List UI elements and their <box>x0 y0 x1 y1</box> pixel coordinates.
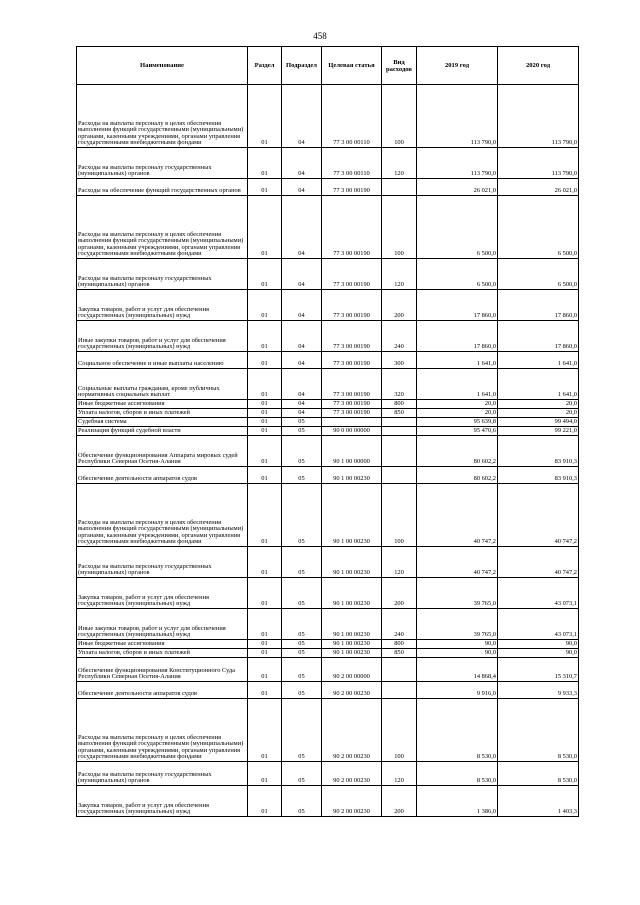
cell-razdel: 01 <box>248 609 282 640</box>
cell-podrazdel: 04 <box>282 148 322 179</box>
table-row <box>77 85 579 148</box>
cell-podrazdel: 05 <box>282 578 322 609</box>
table-row <box>77 699 579 762</box>
cell-name: Обеспечение функционирования Аппарата мировых судей Республики Северная Осетия-Алания <box>77 436 248 467</box>
cell-razdel: 01 <box>248 682 282 699</box>
table-row <box>77 762 579 786</box>
cell-vid: 850 <box>382 649 417 658</box>
cell-2019: 20,0 <box>417 400 498 409</box>
cell-razdel: 01 <box>248 321 282 352</box>
cell-podrazdel: 05 <box>282 427 322 436</box>
cell-2019: 1 641,0 <box>417 352 498 369</box>
cell-2020: 20,0 <box>498 400 579 409</box>
cell-2020: 40 747,2 <box>498 547 579 578</box>
cell-statya: 90 2 00 00230 <box>322 682 382 699</box>
budget-table <box>76 46 579 817</box>
cell-2020: 83 910,3 <box>498 436 579 467</box>
cell-podrazdel: 04 <box>282 321 322 352</box>
table-row <box>77 649 579 658</box>
cell-2019: 20,0 <box>417 409 498 418</box>
cell-2019: 8 530,0 <box>417 699 498 762</box>
cell-vid: 100 <box>382 699 417 762</box>
cell-statya: 90 1 00 00000 <box>322 436 382 467</box>
cell-name: Закупка товаров, работ и услуг для обеспечения государственных (муниципальных) нужд <box>77 786 248 817</box>
cell-2019: 113 790,0 <box>417 85 498 148</box>
cell-2019: 39 765,0 <box>417 578 498 609</box>
cell-2019: 26 021,0 <box>417 179 498 196</box>
cell-2020: 8 530,0 <box>498 699 579 762</box>
cell-statya: 77 3 00 00190 <box>322 259 382 290</box>
table-row <box>77 418 579 427</box>
cell-2020: 99 221,0 <box>498 427 579 436</box>
cell-vid: 200 <box>382 290 417 321</box>
cell-vid: 240 <box>382 609 417 640</box>
cell-razdel: 01 <box>248 418 282 427</box>
cell-name: Реализация функций судебной власти <box>77 427 248 436</box>
cell-vid <box>382 418 417 427</box>
cell-statya: 77 3 00 00190 <box>322 352 382 369</box>
cell-razdel: 01 <box>248 409 282 418</box>
cell-razdel: 01 <box>248 658 282 682</box>
cell-vid: 200 <box>382 578 417 609</box>
table-header-row <box>77 47 579 85</box>
cell-statya: 77 3 00 00190 <box>322 369 382 400</box>
cell-podrazdel: 05 <box>282 786 322 817</box>
cell-razdel: 01 <box>248 699 282 762</box>
table-row <box>77 578 579 609</box>
cell-razdel: 01 <box>248 467 282 484</box>
table-row <box>77 436 579 467</box>
cell-name: Иные закупки товаров, работ и услуг для обеспечения государственных (муниципальных) нужд <box>77 321 248 352</box>
cell-podrazdel: 05 <box>282 436 322 467</box>
cell-2020: 17 860,0 <box>498 321 579 352</box>
cell-podrazdel: 05 <box>282 649 322 658</box>
cell-2019: 80 602,2 <box>417 436 498 467</box>
cell-razdel: 01 <box>248 649 282 658</box>
cell-2019: 6 500,0 <box>417 259 498 290</box>
cell-name: Расходы на выплаты персоналу в целях обеспечения выполнения функций государственными (муниципальными) органами, казенными учреждениями, органами управления государственными внебюджетными фондами <box>77 484 248 547</box>
cell-podrazdel: 05 <box>282 467 322 484</box>
cell-name: Социальное обеспечение и иные выплаты населению <box>77 352 248 369</box>
cell-statya: 90 1 00 00230 <box>322 484 382 547</box>
cell-2019: 95 470,6 <box>417 427 498 436</box>
cell-name: Иные бюджетные ассигнования <box>77 400 248 409</box>
cell-2020: 40 747,2 <box>498 484 579 547</box>
cell-razdel: 01 <box>248 369 282 400</box>
cell-podrazdel: 05 <box>282 699 322 762</box>
cell-razdel: 01 <box>248 352 282 369</box>
cell-2020: 43 073,1 <box>498 609 579 640</box>
cell-razdel: 01 <box>248 179 282 196</box>
cell-statya: 90 1 00 00230 <box>322 467 382 484</box>
cell-razdel: 01 <box>248 484 282 547</box>
cell-2019: 90,0 <box>417 649 498 658</box>
cell-name: Расходы на выплаты персоналу государственных (муниципальных) органов <box>77 762 248 786</box>
cell-podrazdel: 04 <box>282 409 322 418</box>
cell-name: Расходы на выплаты персоналу государственных (муниципальных) органов <box>77 259 248 290</box>
cell-podrazdel: 05 <box>282 762 322 786</box>
cell-statya: 90 0 00 00000 <box>322 427 382 436</box>
cell-name: Расходы на выплаты персоналу в целях обеспечения выполнения функций государственными (муниципальными) органами, казенными учреждениями, органами управления государственными внебюджетными фондами <box>77 85 248 148</box>
table-row <box>77 427 579 436</box>
cell-statya: 90 1 00 00230 <box>322 609 382 640</box>
cell-podrazdel: 04 <box>282 196 322 259</box>
cell-2020: 15 310,7 <box>498 658 579 682</box>
cell-name: Уплата налогов, сборов и иных платежей <box>77 409 248 418</box>
table-row <box>77 484 579 547</box>
cell-vid: 100 <box>382 196 417 259</box>
cell-vid: 120 <box>382 148 417 179</box>
cell-2019: 40 747,2 <box>417 484 498 547</box>
cell-statya: 77 3 00 00110 <box>322 148 382 179</box>
cell-statya: 90 1 00 00230 <box>322 640 382 649</box>
cell-statya: 77 3 00 00190 <box>322 196 382 259</box>
cell-2020: 83 910,3 <box>498 467 579 484</box>
cell-statya: 77 3 00 00190 <box>322 290 382 321</box>
cell-2020: 1 641,0 <box>498 352 579 369</box>
cell-name: Расходы на обеспечение функций государственных органов <box>77 179 248 196</box>
cell-podrazdel: 05 <box>282 658 322 682</box>
cell-2019: 80 602,2 <box>417 467 498 484</box>
cell-podrazdel: 05 <box>282 609 322 640</box>
cell-statya <box>322 418 382 427</box>
table-row <box>77 640 579 649</box>
cell-razdel: 01 <box>248 578 282 609</box>
cell-name: Иные бюджетные ассигнования <box>77 640 248 649</box>
cell-razdel: 01 <box>248 436 282 467</box>
cell-vid: 240 <box>382 321 417 352</box>
cell-vid: 800 <box>382 640 417 649</box>
header-name: Наименование <box>77 47 248 85</box>
cell-razdel: 01 <box>248 290 282 321</box>
header-statya: Целевая статья <box>322 47 382 85</box>
cell-statya: 90 2 00 00000 <box>322 658 382 682</box>
cell-podrazdel: 04 <box>282 259 322 290</box>
cell-name: Расходы на выплаты персоналу государственных (муниципальных) органов <box>77 547 248 578</box>
cell-2020: 90,0 <box>498 640 579 649</box>
table-row <box>77 148 579 179</box>
cell-statya: 77 3 00 00190 <box>322 400 382 409</box>
cell-2020: 26 021,0 <box>498 179 579 196</box>
cell-podrazdel: 04 <box>282 179 322 196</box>
cell-razdel: 01 <box>248 547 282 578</box>
cell-name: Расходы на выплаты персоналу в целях обеспечения выполнения функций государственными (муниципальными) органами, казенными учреждениями, органами управления государственными внебюджетными фондами <box>77 699 248 762</box>
cell-name: Обеспечение деятельности аппаратов судов <box>77 682 248 699</box>
cell-vid: 320 <box>382 369 417 400</box>
cell-2019: 90,0 <box>417 640 498 649</box>
cell-2020: 113 790,0 <box>498 85 579 148</box>
cell-razdel: 01 <box>248 259 282 290</box>
cell-podrazdel: 05 <box>282 418 322 427</box>
cell-2020: 17 860,0 <box>498 290 579 321</box>
cell-2020: 8 530,0 <box>498 762 579 786</box>
cell-2019: 17 860,0 <box>417 321 498 352</box>
cell-statya: 90 2 00 00230 <box>322 699 382 762</box>
cell-name: Обеспечение деятельности аппаратов судов <box>77 467 248 484</box>
cell-name: Расходы на выплаты персоналу государственных (муниципальных) органов <box>77 148 248 179</box>
cell-2019: 39 765,0 <box>417 609 498 640</box>
cell-statya: 90 1 00 00230 <box>322 547 382 578</box>
cell-podrazdel: 05 <box>282 484 322 547</box>
cell-2019: 1 641,0 <box>417 369 498 400</box>
table-row <box>77 179 579 196</box>
cell-vid <box>382 427 417 436</box>
cell-statya: 90 2 00 00230 <box>322 762 382 786</box>
cell-podrazdel: 04 <box>282 352 322 369</box>
cell-vid: 850 <box>382 409 417 418</box>
cell-2019: 40 747,2 <box>417 547 498 578</box>
cell-name: Социальные выплаты гражданам, кроме публичных нормативных социальных выплат <box>77 369 248 400</box>
cell-podrazdel: 05 <box>282 682 322 699</box>
cell-razdel: 01 <box>248 786 282 817</box>
cell-statya: 90 1 00 00230 <box>322 649 382 658</box>
table-row <box>77 352 579 369</box>
cell-2020: 6 500,0 <box>498 259 579 290</box>
cell-podrazdel: 04 <box>282 85 322 148</box>
table-row <box>77 682 579 699</box>
cell-podrazdel: 05 <box>282 547 322 578</box>
table-row <box>77 786 579 817</box>
cell-2020: 90,0 <box>498 649 579 658</box>
table-row <box>77 467 579 484</box>
cell-2020: 1 403,3 <box>498 786 579 817</box>
table-row <box>77 658 579 682</box>
cell-vid: 800 <box>382 400 417 409</box>
cell-podrazdel: 04 <box>282 290 322 321</box>
cell-2020: 20,0 <box>498 409 579 418</box>
cell-podrazdel: 05 <box>282 640 322 649</box>
cell-statya: 77 3 00 00190 <box>322 179 382 196</box>
table-row <box>77 321 579 352</box>
cell-razdel: 01 <box>248 427 282 436</box>
cell-2020: 9 933,3 <box>498 682 579 699</box>
cell-podrazdel: 04 <box>282 369 322 400</box>
cell-razdel: 01 <box>248 196 282 259</box>
cell-vid: 100 <box>382 484 417 547</box>
cell-2020: 43 073,1 <box>498 578 579 609</box>
cell-2019: 95 639,8 <box>417 418 498 427</box>
cell-2020: 113 790,0 <box>498 148 579 179</box>
cell-2019: 1 386,0 <box>417 786 498 817</box>
header-2020: 2020 год <box>498 47 579 85</box>
cell-vid <box>382 658 417 682</box>
page-number: 458 <box>313 31 327 41</box>
cell-2020: 99 494,0 <box>498 418 579 427</box>
cell-vid: 300 <box>382 352 417 369</box>
cell-name: Судебная система <box>77 418 248 427</box>
cell-statya: 77 3 00 00190 <box>322 409 382 418</box>
table-row <box>77 369 579 400</box>
table-row <box>77 547 579 578</box>
cell-vid <box>382 436 417 467</box>
cell-2019: 6 500,0 <box>417 196 498 259</box>
cell-name: Закупка товаров, работ и услуг для обеспечения государственных (муниципальных) нужд <box>77 578 248 609</box>
cell-name: Иные закупки товаров, работ и услуг для обеспечения государственных (муниципальных) нужд <box>77 609 248 640</box>
cell-razdel: 01 <box>248 762 282 786</box>
cell-2020: 1 641,0 <box>498 369 579 400</box>
cell-vid: 120 <box>382 762 417 786</box>
table-row <box>77 196 579 259</box>
cell-name: Обеспечение функционирования Конституционного Суда Республики Северная Осетия-Алания <box>77 658 248 682</box>
cell-2019: 14 868,4 <box>417 658 498 682</box>
cell-vid: 120 <box>382 547 417 578</box>
cell-2019: 8 530,0 <box>417 762 498 786</box>
cell-razdel: 01 <box>248 85 282 148</box>
header-razdel: Раздел <box>248 47 282 85</box>
cell-razdel: 01 <box>248 400 282 409</box>
cell-name: Закупка товаров, работ и услуг для обеспечения государственных (муниципальных) нужд <box>77 290 248 321</box>
cell-2019: 17 860,0 <box>417 290 498 321</box>
cell-razdel: 01 <box>248 148 282 179</box>
header-2019: 2019 год <box>417 47 498 85</box>
cell-statya: 90 2 00 00230 <box>322 786 382 817</box>
table-row <box>77 259 579 290</box>
table-row <box>77 400 579 409</box>
cell-statya: 77 3 00 00110 <box>322 85 382 148</box>
cell-statya: 90 1 00 00230 <box>322 578 382 609</box>
cell-vid <box>382 682 417 699</box>
cell-2020: 6 500,0 <box>498 196 579 259</box>
cell-vid: 200 <box>382 786 417 817</box>
cell-2019: 113 790,0 <box>417 148 498 179</box>
table-row <box>77 409 579 418</box>
cell-vid: 100 <box>382 85 417 148</box>
table-row <box>77 609 579 640</box>
header-vid: Вид расходов <box>382 47 417 85</box>
table-row <box>77 290 579 321</box>
cell-vid <box>382 179 417 196</box>
cell-razdel: 01 <box>248 640 282 649</box>
cell-name: Расходы на выплаты персоналу в целях обеспечения выполнения функций государственными (муниципальными) органами, казенными учреждениями, органами управления государственными внебюджетными фондами <box>77 196 248 259</box>
header-podrazdel: Подраздел <box>282 47 322 85</box>
cell-2019: 9 916,0 <box>417 682 498 699</box>
cell-name: Уплата налогов, сборов и иных платежей <box>77 649 248 658</box>
cell-vid: 120 <box>382 259 417 290</box>
cell-vid <box>382 467 417 484</box>
cell-podrazdel: 04 <box>282 400 322 409</box>
cell-statya: 77 3 00 00190 <box>322 321 382 352</box>
